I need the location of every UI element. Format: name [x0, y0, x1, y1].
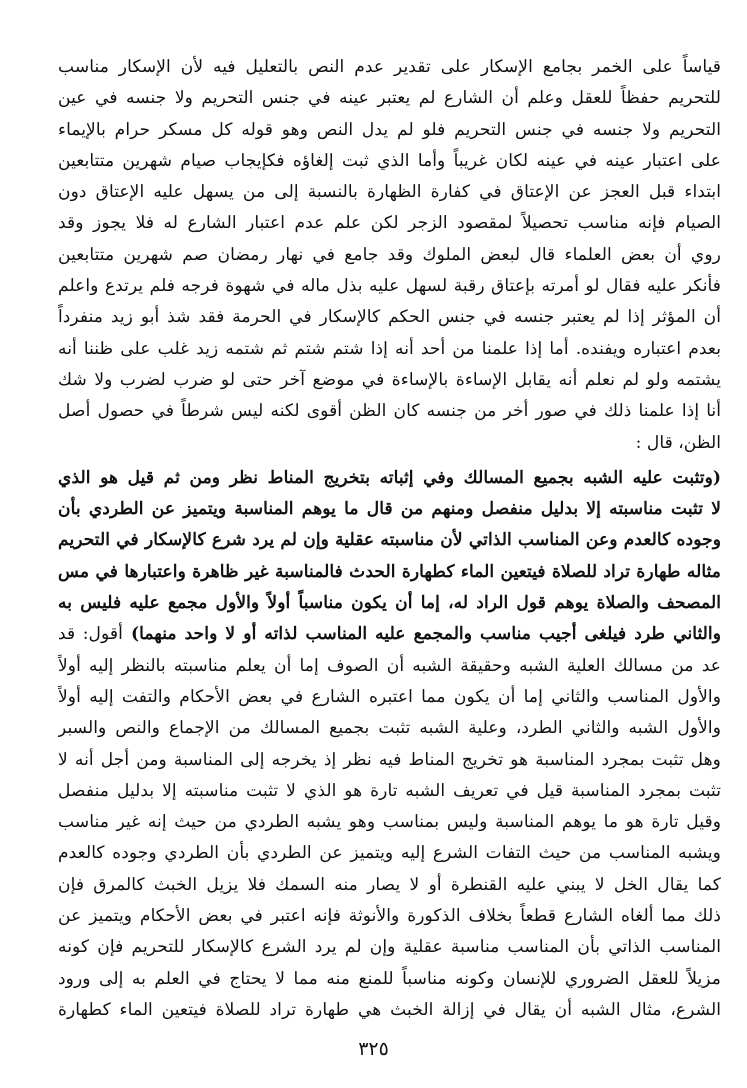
text-line-mixed — [58, 619, 721, 650]
text-line: أنا إذا علمنا ذلك في صور أخر من جنسه كان الظن أقوى لكنه ليس شرطاً في حصول أصل — [58, 401, 721, 422]
page-number: ٣٢٥ — [358, 1038, 389, 1060]
text-line: (وتثبت عليه الشبه بجميع المسالك وفي إثباته بتخريج المناط نظر ومن ثم قيل هو الذي — [58, 467, 721, 488]
text-line: روي أن بعض العلماء قال لبعض الملوك وقد جامع في نهار رمضان صم شهرين متتابعين — [58, 244, 721, 265]
text-line: الشرع، مثال الشبه أن يقال في إزالة الخبث هي طهارة تراد للصلاة فيتعين الماء كطهارة — [58, 999, 721, 1020]
text-line: فأنكر عليه فقال لو أمرته بإعتاق رقبة لسهل عليه بذل ماله في شهوة فرجه فلم يرتدع واعلم — [58, 276, 721, 297]
text-line: يشتمه ولو لم نعلم أنه يقابل الإساءة بالإساءة في موضع آخر حتى لو ضرب لضرب ولا شك — [58, 369, 721, 390]
text-line: بعدم اعتباره ويفنده. أما إذا علمنا من أحد أنه إذا شتم شتم ثم شتمه زيد غلب على ظننا أنه — [58, 338, 721, 359]
text-line: تثبت بمجرد المناسبة قيل في تعريف الشبه تارة هو الذي لا تثبت مناسبته إلا بدليل منفصل — [58, 780, 721, 801]
text-line: وقيل تارة هو ما يوهم المناسبة وليس بمناسب وهو يشبه الطردي من حيث إنه غير مناسب — [58, 812, 721, 833]
text-line: والأول المناسب والثاني إما أن يكون مما اعتبره الشارع في بعض الأحكام والتفت إليه أولاً — [58, 686, 721, 707]
text-line: قياساً على الخمر بجامع الإسكار على تقدير عدم النص بالتعليل فيه لأن الإسكار مناسب — [58, 57, 721, 77]
text-line: وهل تثبت بمجرد المناسبة هو تخريج المناط فيه نظر إذ يخرجه إلى المناسبة ومن أجل أنه لا — [58, 749, 721, 770]
text-line: ابتداء قبل العجز عن الإعتاق في كفارة الظهارة بالنسبة إلى من يسهل عليه الإعتاق دون — [58, 182, 721, 203]
text-line: مثاله طهارة تراد للصلاة فيتعين الماء كطهارة الحدث فالمناسبة غير ظاهرة واعتبارها في مس — [58, 561, 721, 582]
quoted-matn — [58, 463, 721, 651]
matn-end: والثاني طرد فيلغى أجيب مناسب والمجمع عليه المناسب لذاته أو لا واحد منهما) — [130, 624, 721, 645]
text-line: والأول الشبه والثاني الطرد، وعلية الشبه تثبت بجميع المسالك من الإجماع والنص والسبر — [58, 718, 721, 739]
text-line: الصيام فإنه مناسب تحصيلاً لمقصود الزجر لكن علم عدم اعتبار الشارع له فلا يجوز وقد — [58, 213, 721, 234]
text-line: المصحف والصلاة يوهم قول الراد له، إما أن يكون مناسباً أولاً والأول مجمع عليه فليس به — [58, 593, 721, 614]
paragraph-1 — [58, 52, 721, 459]
text-line: ويشبه المناسب من حيث التفات الشرع إليه ويتميز عن الطردي بأن الطردي وجوده كالعدم — [58, 843, 721, 864]
text-line: عد من مسالك العلية الشبه وحقيقة الشبه أن الصوف إما أن يعلم مناسبته بالنظر إليه أولاً — [58, 655, 721, 676]
text-line: ذلك مما ألغاه الشارع قطعاً بخلاف الذكورة والأنوثة فإنه اعتبر في بعض الأحكام ويتميز عن — [58, 906, 721, 927]
document-body — [58, 52, 721, 1026]
commentary-start: أقول: قد — [58, 624, 123, 645]
text-line: لا تثبت مناسبته إلا بدليل منفصل ومنهم من قال ما يوهم المناسبة ويتميز عن الطردي بأن — [58, 499, 721, 520]
text-line: على اعتبار عينه في عينه لكان غريباً وأما الذي ثبت إلغاؤه فكإيجاب صيام شهرين متتابعين — [58, 150, 721, 171]
text-line: أن المؤثر إذا لم يعتبر جنسه في جنس الحكم كالإسكار في الحرمة فقد شذ أبو زيد منفرداً — [58, 307, 721, 328]
text-line: وجوده كالعدم وعن المناسب الذاتي لأن مناسبته عقلية وإن لم يرد شرع كالإسكار في التحريم — [58, 530, 721, 551]
text-line: الظن، قال : — [635, 432, 721, 453]
text-line: المناسب الذاتي بأن المناسب مناسبة عقلية وإن لم يرد الشرع كالإسكار للتحريم فإن كونه — [58, 937, 721, 958]
text-line: مزيلاً للعقل الضروري للإنسان وكونه مناسباً للمنع منه مما لا يحتاج في العلم به إلى ورود — [58, 968, 721, 989]
text-line: التحريم ولا جنسه في جنس التحريم فلو لم يدل النص وهو قوله كل مسكر حرام بالإيماء — [58, 119, 721, 140]
text-line: كما يقال الخل لا يبني عليه القنطرة أو لا يصار منه السمك فلا يزيل الخبث كالمرق فإن — [58, 874, 721, 895]
paragraph-3 — [58, 651, 721, 1027]
text-line: للتحريم حفظاً للعقل وعلم أن الشارع لم يعتبر عينه في جنس التحريم ولا جنسه في عين — [58, 88, 721, 109]
